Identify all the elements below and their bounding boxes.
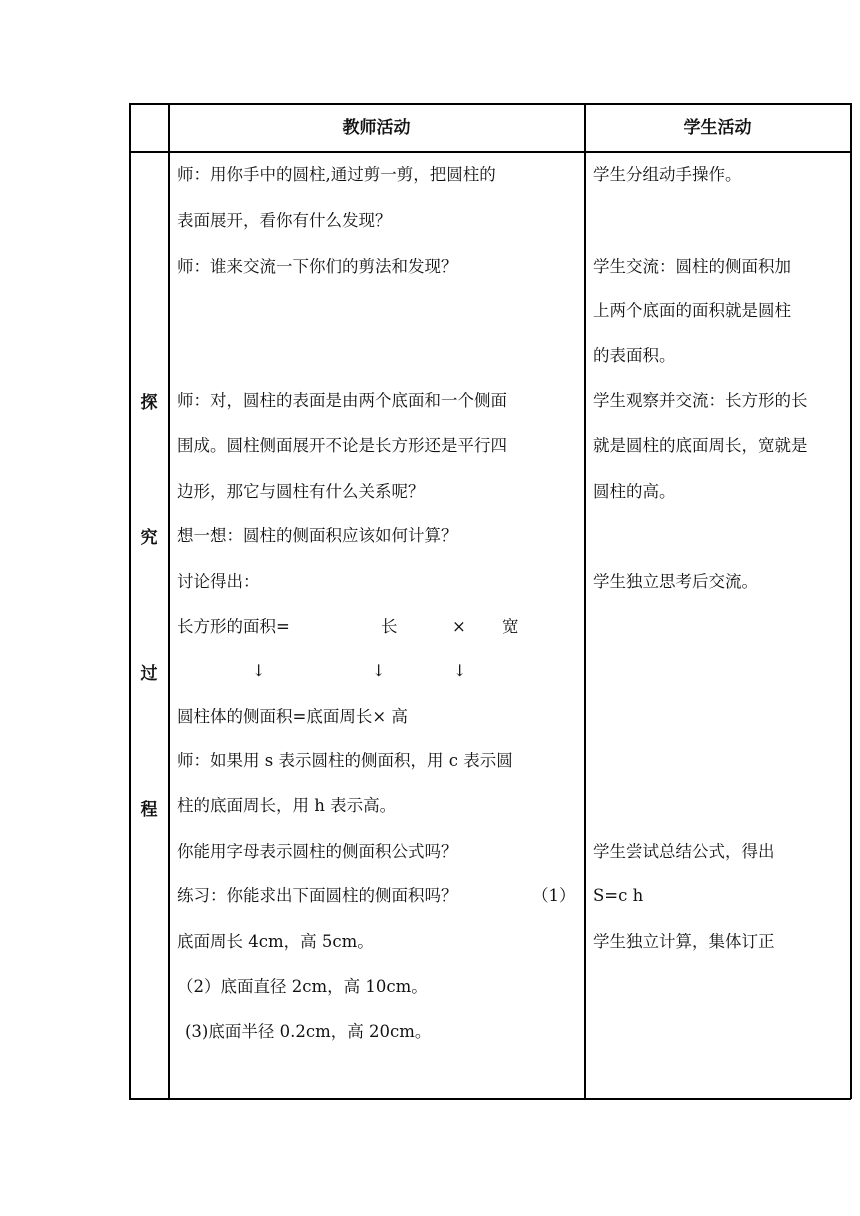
- formula-times: ×: [452, 617, 466, 636]
- teacher-line: 师：谁来交流一下你们的剪法和发现？: [177, 257, 458, 276]
- student-line: 学生交流：圆柱的侧面积加: [593, 257, 791, 276]
- side-label-char: 程: [140, 800, 158, 820]
- teacher-line: 底面周长 4cm，高 5cm。: [177, 932, 374, 951]
- teacher-line: （2）底面直径 2cm，高 10cm。: [177, 977, 428, 996]
- down-arrow-icon: ↓: [453, 661, 467, 680]
- teacher-line: 你能用字母表示圆柱的侧面积公式吗？: [177, 842, 458, 861]
- table-left-border: [129, 103, 131, 1099]
- student-line: 学生独立计算，集体订正: [593, 932, 775, 951]
- student-line: 学生观察并交流：长方形的长: [593, 391, 808, 410]
- teacher-line: 围成。圆柱侧面展开不论是长方形还是平行四: [177, 436, 507, 455]
- student-line: 学生分组动手操作。: [593, 165, 742, 184]
- teacher-line: 柱的底面周长，用 h 表示高。: [177, 796, 397, 815]
- side-label-char: 探: [140, 393, 158, 413]
- side-label-char: 究: [140, 528, 158, 548]
- formula-label: 长方形的面积=: [177, 617, 290, 636]
- student-line: 圆柱的高。: [593, 482, 676, 501]
- student-line: 上两个底面的面积就是圆柱: [593, 301, 791, 320]
- teacher-line: 想一想：圆柱的侧面积应该如何计算？: [177, 526, 458, 545]
- student-column-header: 学生活动: [683, 118, 752, 138]
- teacher-line: 讨论得出：: [177, 572, 260, 591]
- teacher-line: 师：如果用 s 表示圆柱的侧面积，用 c 表示圆: [177, 751, 513, 770]
- side-column-border: [168, 103, 170, 1099]
- teacher-line: 师：用你手中的圆柱,通过剪一剪，把圆柱的: [177, 165, 496, 184]
- table-bottom-border: [129, 1098, 851, 1100]
- student-line: 就是圆柱的底面周长，宽就是: [593, 436, 808, 455]
- table-right-border: [850, 103, 852, 1099]
- formula-length: 长: [381, 617, 398, 636]
- student-line: 学生尝试总结公式，得出: [593, 842, 775, 861]
- formula-width: 宽: [502, 617, 519, 636]
- teacher-line: 圆柱体的侧面积=底面周长× 高: [177, 707, 408, 726]
- teacher-line: 表面展开，看你有什么发现？: [177, 211, 392, 230]
- down-arrow-icon: ↓: [252, 661, 266, 680]
- student-line: 的表面积。: [593, 346, 676, 365]
- teacher-line: 练习：你能求出下面圆柱的侧面积吗？: [177, 886, 458, 905]
- student-line: 学生独立思考后交流。: [593, 572, 758, 591]
- student-line: S=c h: [593, 886, 644, 905]
- middle-column-border: [584, 103, 586, 1099]
- side-label-char: 过: [140, 664, 158, 684]
- teacher-column-header: 教师活动: [342, 118, 411, 138]
- teacher-line: 边形，那它与圆柱有什么关系呢？: [177, 482, 425, 501]
- teacher-line: （1）: [532, 886, 576, 905]
- teacher-line: (3)底面半径 0.2cm，高 20cm。: [185, 1022, 432, 1041]
- down-arrow-icon: ↓: [372, 661, 386, 680]
- teacher-line: 师：对，圆柱的表面是由两个底面和一个侧面: [177, 391, 507, 410]
